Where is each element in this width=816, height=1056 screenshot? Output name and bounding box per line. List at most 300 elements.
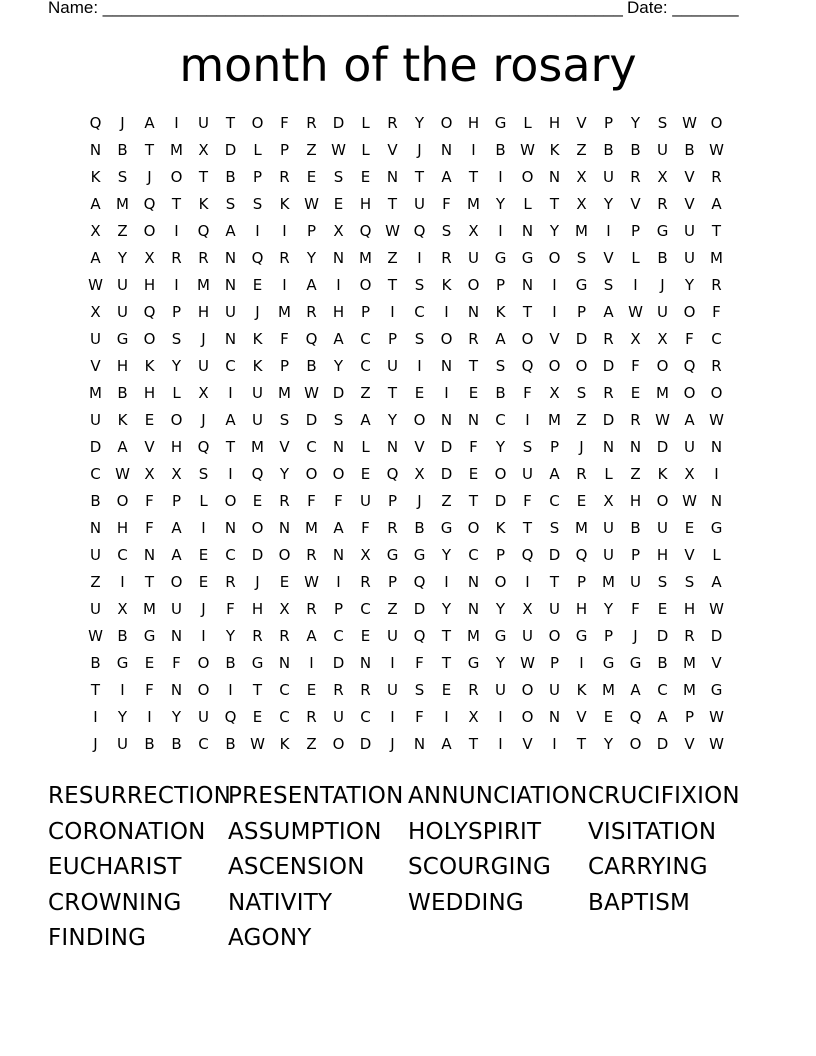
grid-letter: K — [549, 141, 560, 159]
grid-letter: D — [332, 114, 345, 132]
grid-letter: U — [117, 303, 128, 321]
grid-letter: N — [89, 141, 102, 159]
grid-letter: U — [198, 708, 209, 726]
word-list-item: ASSUMPTION — [228, 818, 382, 845]
grid-letter: A — [306, 276, 317, 294]
grid-letter: P — [630, 546, 641, 564]
grid-letter: F — [307, 492, 316, 510]
grid-letter: B — [144, 735, 155, 753]
grid-row — [82, 164, 730, 191]
grid-letter: I — [174, 114, 179, 132]
grid-letter: T — [387, 195, 398, 213]
grid-letter: R — [711, 168, 722, 186]
grid-letter: N — [440, 141, 453, 159]
grid-letter: O — [710, 384, 723, 402]
grid-letter: N — [278, 654, 291, 672]
grid-row — [82, 650, 730, 677]
grid-letter: J — [579, 438, 584, 456]
word-list-item: SCOURGING — [408, 854, 552, 880]
grid-letter: I — [471, 141, 476, 159]
grid-row — [82, 299, 730, 326]
grid-letter: O — [143, 222, 156, 240]
grid-letter: Q — [683, 357, 696, 375]
grid-letter: I — [633, 276, 638, 294]
grid-letter: D — [251, 546, 264, 564]
grid-letter: B — [657, 654, 668, 672]
grid-letter: O — [305, 465, 318, 483]
grid-letter: P — [360, 303, 371, 321]
grid-letter: U — [198, 114, 209, 132]
word-list-item: FINDING — [48, 925, 147, 951]
grid-letter: D — [602, 411, 615, 429]
grid-letter: E — [441, 681, 452, 699]
grid-letter: H — [683, 600, 696, 618]
grid-letter: E — [576, 492, 587, 510]
grid-letter: C — [279, 681, 290, 699]
grid-letter: M — [575, 519, 588, 537]
grid-letter: H — [575, 600, 588, 618]
grid-letter: X — [630, 330, 641, 348]
grid-letter: Z — [576, 411, 587, 429]
grid-letter: B — [306, 357, 317, 375]
grid-letter: F — [523, 384, 532, 402]
grid-letter: I — [390, 708, 395, 726]
grid-letter: A — [441, 168, 452, 186]
grid-letter: U — [657, 141, 668, 159]
grid-letter: S — [414, 276, 425, 294]
grid-letter: H — [548, 114, 561, 132]
grid-letter: E — [252, 276, 263, 294]
grid-letter: N — [413, 735, 426, 753]
grid-letter: R — [306, 708, 317, 726]
grid-letter: S — [414, 330, 425, 348]
word-list-item: WEDDING — [408, 889, 524, 916]
grid-letter: Q — [575, 546, 588, 564]
grid-letter: E — [360, 465, 371, 483]
grid-letter: A — [441, 735, 452, 753]
grid-letter: M — [548, 411, 561, 429]
grid-letter: U — [414, 195, 425, 213]
grid-letter: X — [198, 141, 209, 159]
grid-letter: V — [630, 195, 641, 213]
grid-letter: W — [682, 114, 697, 132]
grid-letter: Q — [521, 357, 534, 375]
grid-letter: P — [333, 600, 344, 618]
grid-letter: L — [631, 249, 640, 267]
grid-letter: P — [549, 438, 560, 456]
grid-letter: P — [171, 492, 182, 510]
grid-letter: P — [279, 141, 290, 159]
grid-letter: O — [548, 357, 561, 375]
grid-letter: E — [360, 627, 371, 645]
grid-letter: C — [549, 492, 560, 510]
grid-letter: U — [684, 222, 695, 240]
grid-letter: D — [656, 735, 669, 753]
grid-letter: P — [549, 654, 560, 672]
grid-letter: J — [633, 627, 638, 645]
grid-letter: N — [521, 276, 534, 294]
grid-letter: T — [711, 222, 722, 240]
grid-letter: S — [576, 384, 587, 402]
grid-letter: C — [90, 465, 101, 483]
grid-letter: M — [251, 438, 264, 456]
grid-letter: E — [468, 384, 479, 402]
grid-letter: U — [90, 600, 101, 618]
grid-letter: R — [333, 681, 344, 699]
grid-letter: I — [552, 276, 557, 294]
grid-letter: M — [602, 573, 615, 591]
grid-letter: M — [467, 195, 480, 213]
grid-letter: T — [225, 438, 236, 456]
grid-letter: I — [498, 708, 503, 726]
word-list-item: ANNUNCIATION — [408, 783, 588, 809]
grid-letter: F — [631, 600, 640, 618]
grid-letter: N — [386, 438, 399, 456]
grid-letter: K — [279, 735, 290, 753]
grid-letter: O — [494, 465, 507, 483]
grid-letter: H — [143, 276, 156, 294]
grid-letter: Q — [359, 222, 372, 240]
grid-letter: U — [387, 627, 398, 645]
grid-letter: D — [440, 438, 453, 456]
grid-letter: I — [498, 168, 503, 186]
grid-letter: Y — [630, 114, 641, 132]
grid-letter: W — [250, 735, 265, 753]
grid-letter: M — [116, 195, 129, 213]
grid-letter: O — [521, 681, 534, 699]
grid-letter: Z — [306, 141, 317, 159]
grid-letter: D — [224, 141, 237, 159]
grid-letter: X — [144, 249, 155, 267]
grid-letter: F — [361, 519, 370, 537]
grid-letter: G — [494, 114, 507, 132]
grid-letter: I — [309, 654, 314, 672]
grid-letter: C — [711, 330, 722, 348]
grid-letter: G — [116, 654, 129, 672]
grid-letter: T — [144, 573, 155, 591]
grid-letter: E — [657, 600, 668, 618]
grid-letter: X — [522, 600, 533, 618]
grid-letter: H — [656, 546, 669, 564]
grid-letter: W — [709, 600, 724, 618]
grid-letter: P — [252, 168, 263, 186]
grid-letter: F — [145, 492, 154, 510]
grid-letter: U — [468, 249, 479, 267]
grid-letter: X — [468, 708, 479, 726]
grid-letter: B — [90, 654, 101, 672]
grid-letter: O — [251, 519, 264, 537]
grid-letter: Y — [171, 357, 182, 375]
grid-letter: S — [117, 168, 128, 186]
grid-letter: P — [306, 222, 317, 240]
grid-row — [82, 407, 730, 434]
grid-letter: V — [387, 141, 398, 159]
grid-letter: F — [442, 195, 451, 213]
grid-letter: T — [468, 492, 479, 510]
grid-letter: L — [172, 384, 181, 402]
grid-letter: Q — [251, 465, 264, 483]
grid-letter: F — [145, 681, 154, 699]
grid-letter: Z — [360, 384, 371, 402]
grid-row — [82, 245, 730, 272]
grid-row — [82, 569, 730, 596]
grid-letter: B — [630, 519, 641, 537]
grid-letter: D — [710, 627, 723, 645]
grid-letter: R — [387, 519, 398, 537]
grid-letter: Q — [521, 546, 534, 564]
grid-letter: U — [522, 627, 533, 645]
grid-letter: U — [117, 276, 128, 294]
grid-letter: G — [467, 654, 480, 672]
grid-letter: U — [117, 735, 128, 753]
grid-letter: K — [441, 276, 452, 294]
grid-letter: U — [252, 411, 263, 429]
grid-letter: U — [333, 708, 344, 726]
grid-letter: X — [90, 303, 101, 321]
grid-letter: N — [710, 492, 723, 510]
grid-letter: I — [147, 708, 152, 726]
grid-letter: E — [603, 708, 614, 726]
grid-letter: U — [603, 519, 614, 537]
grid-letter: G — [575, 627, 588, 645]
grid-letter: S — [279, 411, 290, 429]
grid-letter: I — [498, 735, 503, 753]
grid-letter: I — [525, 411, 530, 429]
grid-letter: O — [710, 114, 723, 132]
grid-letter: A — [630, 681, 641, 699]
grid-letter: R — [603, 384, 614, 402]
grid-letter: C — [414, 303, 425, 321]
grid-letter: G — [251, 654, 264, 672]
grid-letter: A — [657, 708, 668, 726]
grid-letter: U — [90, 330, 101, 348]
grid-letter: Q — [386, 465, 399, 483]
grid-letter: E — [252, 492, 263, 510]
grid-letter: D — [656, 627, 669, 645]
grid-letter: B — [117, 384, 128, 402]
grid-letter: C — [225, 546, 236, 564]
grid-letter: Z — [90, 573, 101, 591]
grid-letter: D — [305, 411, 318, 429]
grid-letter: W — [331, 141, 346, 159]
grid-letter: N — [629, 438, 642, 456]
grid-letter: W — [709, 411, 724, 429]
grid-letter: I — [444, 303, 449, 321]
grid-letter: B — [225, 654, 236, 672]
grid-row — [82, 353, 730, 380]
grid-letter: Z — [387, 600, 398, 618]
grid-letter: Q — [89, 114, 102, 132]
grid-letter: N — [332, 249, 345, 267]
grid-letter: N — [332, 546, 345, 564]
grid-letter: O — [440, 114, 453, 132]
grid-letter: X — [657, 168, 668, 186]
grid-letter: N — [440, 411, 453, 429]
grid-letter: N — [278, 519, 291, 537]
grid-letter: Y — [333, 357, 344, 375]
grid-letter: O — [683, 384, 696, 402]
grid-letter: R — [306, 600, 317, 618]
grid-letter: W — [385, 222, 400, 240]
grid-letter: B — [90, 492, 101, 510]
grid-letter: I — [444, 384, 449, 402]
grid-letter: O — [656, 492, 669, 510]
grid-letter: R — [306, 114, 317, 132]
grid-letter: J — [201, 330, 206, 348]
grid-letter: Q — [305, 330, 318, 348]
grid-letter: T — [252, 681, 263, 699]
grid-letter: I — [201, 519, 206, 537]
grid-letter: P — [576, 303, 587, 321]
grid-letter: R — [360, 573, 371, 591]
grid-letter: E — [414, 384, 425, 402]
grid-letter: R — [468, 681, 479, 699]
grid-letter: W — [709, 735, 724, 753]
grid-letter: I — [93, 708, 98, 726]
grid-letter: E — [360, 168, 371, 186]
word-list-item: AGONY — [228, 925, 312, 951]
grid-letter: I — [336, 573, 341, 591]
grid-letter: A — [90, 249, 101, 267]
grid-letter: N — [548, 168, 561, 186]
grid-letter: S — [603, 276, 614, 294]
grid-letter: D — [575, 330, 588, 348]
grid-row — [82, 326, 730, 353]
grid-row — [82, 515, 730, 542]
grid-letter: I — [417, 249, 422, 267]
grid-letter: R — [441, 249, 452, 267]
grid-letter: L — [361, 438, 370, 456]
grid-letter: S — [495, 357, 506, 375]
grid-letter: M — [89, 384, 102, 402]
grid-letter: D — [602, 357, 615, 375]
grid-letter: V — [684, 546, 695, 564]
grid-letter: Y — [684, 276, 695, 294]
grid-letter: U — [360, 492, 371, 510]
grid-letter: I — [552, 303, 557, 321]
grid-letter: Y — [495, 438, 506, 456]
grid-letter: J — [147, 168, 152, 186]
grid-letter: T — [171, 195, 182, 213]
grid-letter: I — [444, 573, 449, 591]
grid-letter: Y — [225, 627, 236, 645]
grid-letter: U — [225, 303, 236, 321]
grid-letter: A — [360, 411, 371, 429]
grid-letter: O — [548, 249, 561, 267]
grid-letter: T — [198, 168, 209, 186]
grid-letter: P — [576, 573, 587, 591]
grid-letter: V — [144, 438, 155, 456]
grid-letter: Z — [306, 735, 317, 753]
grid-letter: N — [332, 438, 345, 456]
grid-letter: N — [386, 168, 399, 186]
grid-letter: C — [468, 546, 479, 564]
grid-letter: X — [684, 465, 695, 483]
grid-letter: W — [304, 573, 319, 591]
word-list-item: CORONATION — [48, 818, 206, 845]
grid-letter: F — [280, 114, 289, 132]
grid-letter: U — [549, 600, 560, 618]
grid-letter: I — [498, 222, 503, 240]
grid-row — [82, 137, 730, 164]
grid-letter: F — [145, 519, 154, 537]
grid-letter: L — [523, 195, 532, 213]
grid-letter: D — [332, 654, 345, 672]
grid-letter: G — [656, 222, 669, 240]
grid-letter: E — [198, 573, 209, 591]
grid-letter: W — [628, 303, 643, 321]
grid-letter: O — [116, 492, 129, 510]
grid-letter: P — [495, 546, 506, 564]
grid-letter: E — [684, 519, 695, 537]
grid-letter: O — [440, 330, 453, 348]
grid-letter: F — [469, 438, 478, 456]
grid-row — [82, 380, 730, 407]
grid-letter: Y — [495, 600, 506, 618]
grid-letter: E — [630, 384, 641, 402]
grid-letter: G — [386, 546, 399, 564]
grid-letter: E — [306, 681, 317, 699]
grid-letter: G — [494, 627, 507, 645]
grid-row — [82, 623, 730, 650]
grid-letter: R — [252, 627, 263, 645]
grid-letter: M — [683, 654, 696, 672]
grid-letter: Y — [387, 411, 398, 429]
grid-letter: N — [143, 546, 156, 564]
grid-letter: H — [170, 438, 183, 456]
grid-letter: R — [171, 249, 182, 267]
grid-letter: R — [684, 627, 695, 645]
grid-letter: Z — [441, 492, 452, 510]
grid-letter: R — [387, 114, 398, 132]
grid-letter: A — [171, 546, 182, 564]
grid-letter: N — [521, 222, 534, 240]
grid-letter: E — [306, 168, 317, 186]
grid-letter: V — [684, 168, 695, 186]
grid-letter: N — [224, 276, 237, 294]
grid-letter: Y — [441, 546, 452, 564]
grid-letter: O — [251, 114, 264, 132]
grid-letter: V — [522, 735, 533, 753]
grid-letter: O — [494, 573, 507, 591]
word-list-item: NATIVITY — [228, 889, 333, 916]
grid-letter: P — [171, 303, 182, 321]
grid-letter: D — [413, 600, 426, 618]
grid-letter: N — [224, 330, 237, 348]
grid-letter: G — [575, 276, 588, 294]
grid-letter: Y — [603, 600, 614, 618]
grid-letter: V — [576, 708, 587, 726]
grid-letter: H — [332, 303, 345, 321]
grid-letter: D — [494, 492, 507, 510]
grid-letter: M — [602, 681, 615, 699]
grid-letter: K — [252, 357, 263, 375]
grid-letter: Y — [603, 735, 614, 753]
grid-letter: U — [90, 411, 101, 429]
grid-letter: T — [90, 681, 101, 699]
grid-letter: C — [360, 330, 371, 348]
grid-row — [82, 434, 730, 461]
grid-letter: P — [387, 573, 398, 591]
grid-letter: Q — [413, 627, 426, 645]
grid-letter: X — [90, 222, 101, 240]
grid-letter: F — [631, 357, 640, 375]
grid-letter: J — [660, 276, 665, 294]
grid-letter: I — [444, 708, 449, 726]
grid-letter: Z — [387, 249, 398, 267]
grid-letter: S — [657, 573, 668, 591]
grid-letter: M — [575, 222, 588, 240]
